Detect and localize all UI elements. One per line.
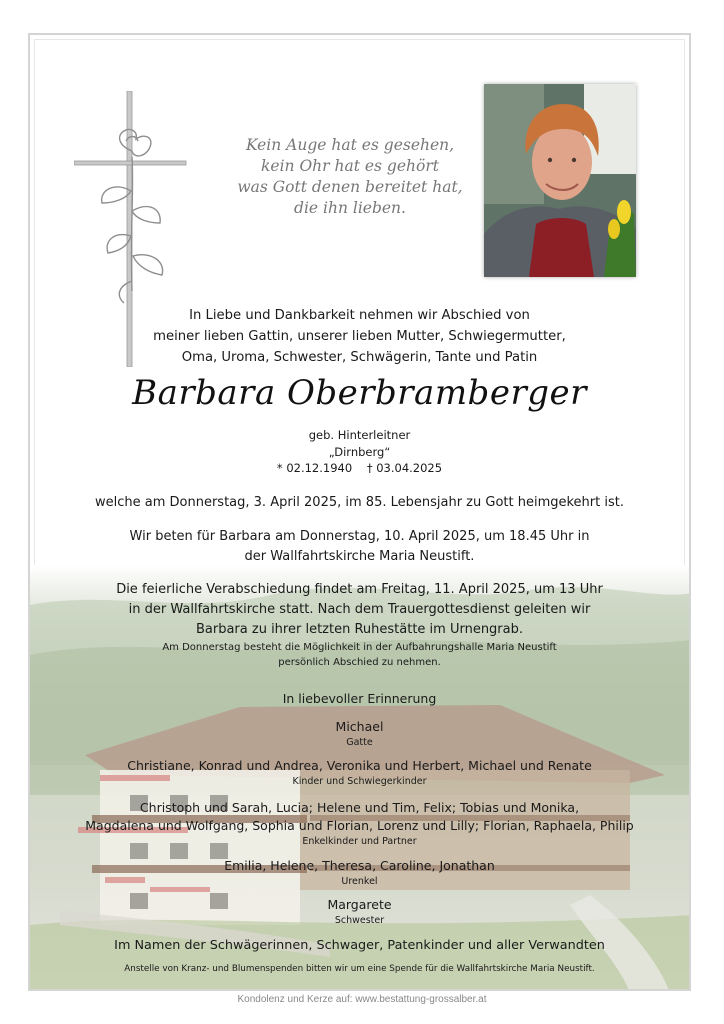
condolence-footer[interactable]: Kondolenz und Kerze auf: www.bestattung-grossalber.at bbox=[237, 994, 487, 1005]
birth-name: geb. Hinterleitner bbox=[308, 428, 411, 442]
prayer-line: der Wallfahrtskirche Maria Neustift. bbox=[244, 549, 475, 564]
quote-line: was Gott denen bereitet hat, bbox=[237, 178, 463, 196]
viewing-text bbox=[30, 640, 689, 670]
portrait-photo bbox=[484, 84, 636, 277]
family-great-grandchildren-names: Emilia, Helene, Theresa, Caroline, Jonathan bbox=[224, 858, 495, 873]
farewell-line: in der Wallfahrtskirche statt. Nach dem Trauergottesdienst geleiten wir bbox=[128, 602, 591, 617]
family-grandchildren-names-1: Christoph und Sarah, Lucia; Helene und Tim, Felix; Tobias und Monika, bbox=[139, 800, 580, 815]
viewing-line: persönlich Abschied zu nehmen. bbox=[278, 657, 441, 668]
life-dates bbox=[30, 461, 689, 475]
family-husband-role: Gatte bbox=[346, 737, 373, 748]
viewing-line: Am Donnerstag besteht die Möglichkeit in der Aufbahrungshalle Maria Neustift bbox=[162, 642, 557, 653]
farewell-text bbox=[30, 580, 689, 640]
quote-line: die ihn lieben. bbox=[294, 199, 406, 217]
prayer-text bbox=[30, 527, 689, 567]
prayer-line: Wir beten für Barbara am Donnerstag, 10. April 2025, um 18.45 Uhr in bbox=[129, 529, 590, 544]
died-symbol: † bbox=[366, 461, 373, 475]
obituary-card bbox=[28, 33, 691, 991]
bible-quote bbox=[230, 135, 470, 219]
intro-line: meiner lieben Gattin, unserer lieben Mutter, Schwiegermutter, bbox=[153, 329, 566, 344]
passing-text: welche am Donnerstag, 3. April 2025, im 85. Lebensjahr zu Gott heimgekehrt ist. bbox=[95, 495, 624, 510]
family-sister-names: Margarete bbox=[327, 897, 392, 912]
farewell-line: Barbara zu ihrer letzten Ruhestätte im Urnengrab. bbox=[195, 622, 524, 637]
birth-date: 02.12.1940 bbox=[286, 461, 353, 475]
memory-heading: In liebevoller Erinnerung bbox=[282, 691, 437, 706]
family-children-names: Christiane, Konrad und Andrea, Veronika und Herbert, Michael und Renate bbox=[127, 758, 592, 773]
relatives-text: Im Namen der Schwägerinnen, Schwager, Patenkinder und aller Verwandten bbox=[114, 938, 605, 953]
farewell-line: Die feierliche Verabschiedung findet am Freitag, 11. April 2025, um 13 Uhr bbox=[116, 582, 603, 597]
deceased-name: Barbara Oberbramberger bbox=[132, 373, 587, 413]
intro-text bbox=[30, 305, 689, 368]
quote-line: kein Ohr hat es gehört bbox=[261, 157, 439, 175]
family-grandchildren-role: Enkelkinder und Partner bbox=[302, 836, 417, 847]
family-sister-role: Schwester bbox=[334, 915, 385, 926]
born-symbol: * bbox=[276, 461, 283, 475]
intro-line: Oma, Uroma, Schwester, Schwägerin, Tante und Patin bbox=[181, 350, 538, 365]
intro-line: In Liebe und Dankbarkeit nehmen wir Abschied von bbox=[189, 308, 530, 323]
family-grandchildren-names-2: Magdalena und Wolfgang, Sophia und Florian, Lorenz und Lilly; Florian, Raphaela, Philip bbox=[85, 818, 634, 833]
family-children-role: Kinder und Schwiegerkinder bbox=[292, 776, 427, 787]
family-great-grandchildren-role: Urenkel bbox=[341, 876, 378, 887]
family-husband-names: Michael bbox=[335, 719, 384, 734]
nickname: „Dirnberg“ bbox=[328, 445, 391, 459]
donation-text: Anstelle von Kranz- und Blumenspenden bitten wir um eine Spende für die Wallfahrtskirche Maria Neustift. bbox=[124, 964, 595, 974]
quote-line: Kein Auge hat es gesehen, bbox=[245, 136, 455, 154]
death-date: 03.04.2025 bbox=[376, 461, 443, 475]
